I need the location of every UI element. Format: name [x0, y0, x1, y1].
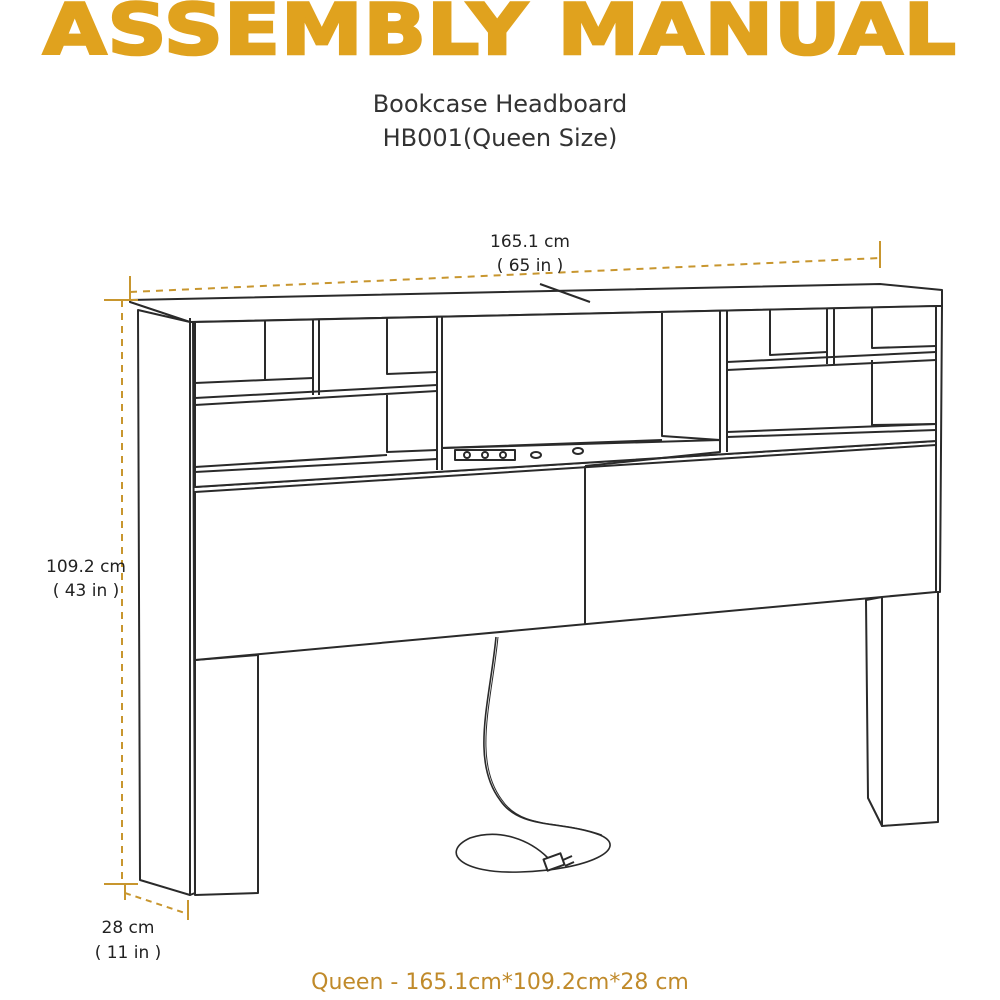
depth-label-in: ( 11 in ) — [94, 943, 162, 963]
depth-label-cm: 28 cm — [101, 918, 155, 938]
power-cord — [456, 637, 610, 872]
product-name: Bookcase Headboard — [372, 90, 628, 118]
manual-title: ASSEMBLY MANUAL — [43, 0, 957, 72]
right-leg-side — [866, 597, 882, 826]
size-summary: Queen - 165.1cm*109.2cm*28 cm — [311, 970, 689, 995]
depth-dimension-line — [125, 893, 188, 914]
headboard-line-art — [130, 284, 942, 895]
height-label-in: ( 43 in ) — [52, 581, 120, 601]
width-label-in: ( 65 in ) — [496, 256, 564, 276]
left-leg — [195, 655, 258, 895]
height-label-cm: 109.2 cm — [46, 557, 126, 577]
width-label-cm: 165.1 cm — [490, 232, 570, 252]
left-side-panel — [138, 310, 190, 895]
right-leg — [882, 590, 938, 826]
product-model: HB001(Queen Size) — [382, 124, 618, 152]
